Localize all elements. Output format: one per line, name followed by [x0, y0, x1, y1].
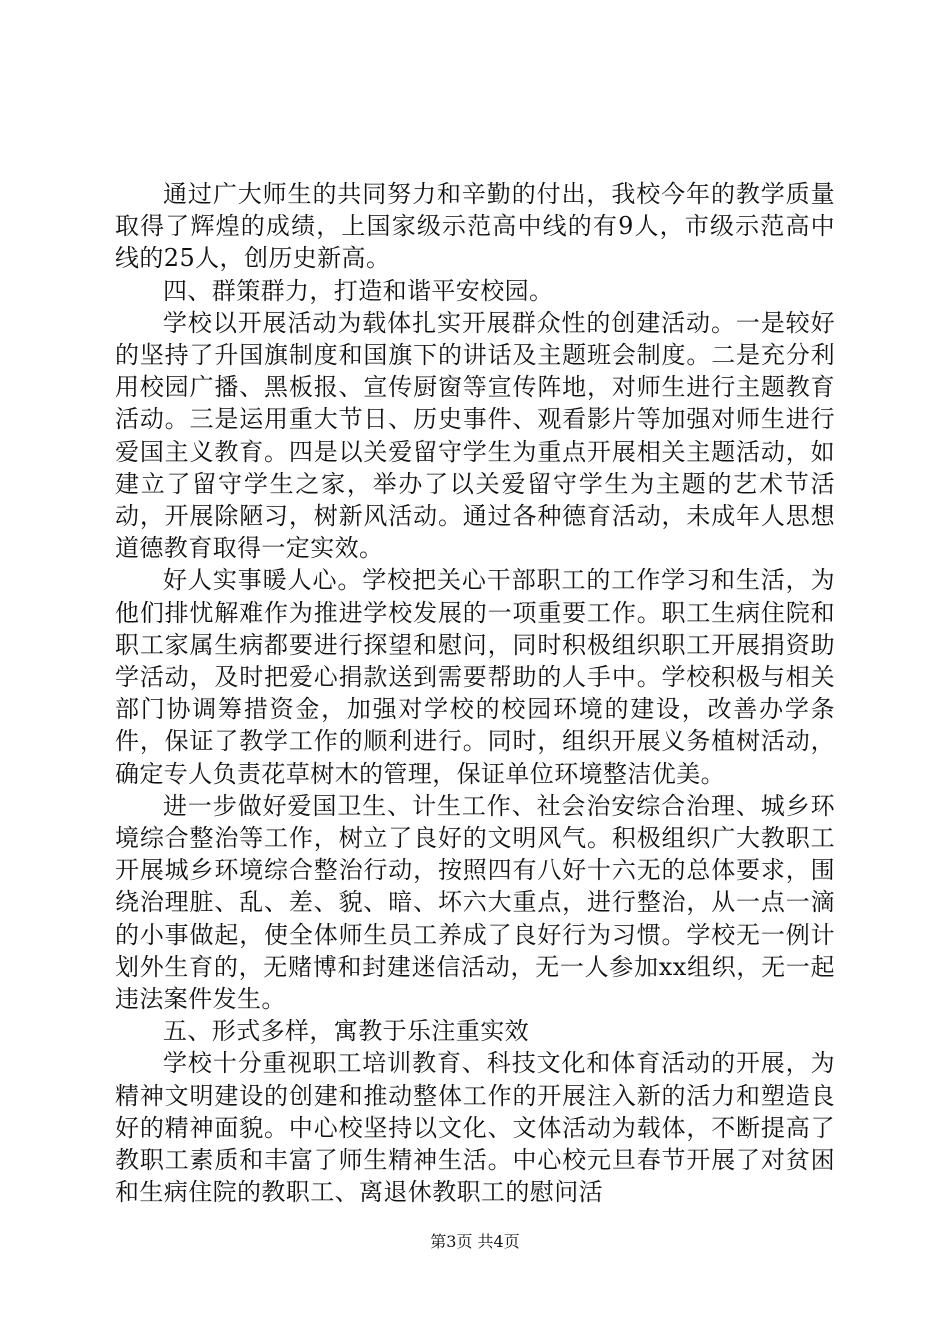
document-body — [115, 178, 835, 1209]
paragraph-results: 通过广大师生的共同努力和辛勤的付出，我校今年的教学质量取得了辉煌的成绩，上国家级示范高中线的有9人，市级示范高中线的25人，创历史新高。 — [115, 180, 835, 273]
paragraph-care: 好人实事暖人心。学校把关心干部职工的工作学习和生活，为他们排忧解难作为推进学校发展的一项重要工作。职工生病住院和职工家属生病都要进行探望和慰问，同时积极组织职工开展捐资助学活动，及时把爱心捐款送到需要帮助的人手中。学校积极与相关部门协调筹措资金，加强对学校的校园环境的建设，改善办学条件，保证了教学工作的顺利进行。同时，组织开展义务植树活动，确定专人负责花草树木的管理，保证单位环境整洁优美。 — [115, 566, 835, 788]
page-number-footer: 第3页 共4页 — [430, 1232, 520, 1251]
paragraph-activities: 学校以开展活动为载体扎实开展群众性的创建活动。一是较好的坚持了升国旗制度和国旗下的讲话及主题班会制度。二是充分利用校园广播、黑板报、宣传厨窗等宣传阵地，对师生进行主题教育活动。三是运用重大节日、历史事件、观看影片等加强对师生进行爱国主义教育。四是以关爱留守学生为重点开展相关主题活动，如建立了留守学生之家，举办了以关爱留守学生为主题的艺术节活动，开展除陋习，树新风活动。通过各种德育活动，未成年人思想道德教育取得一定实效。 — [115, 308, 835, 563]
paragraph-environment: 进一步做好爱国卫生、计生工作、社会治安综合治理、城乡环境综合整治等工作，树立了良好的文明风气。积极组织广大教职工开展城乡环境综合整治行动，按照四有八好十六无的总体要求，围绕治理脏、乱、差、貌、暗、坏六大重点，进行整治，从一点一滴的小事做起，使全体师生员工养成了良好行为习惯。学校无一例计划外生育的，无赌博和封建迷信活动，无一人参加xx组织，无一起违法案件发生。 — [115, 791, 835, 1014]
paragraph-training: 学校十分重视职工培训教育、科技文化和体育活动的开展，为精神文明建设的创建和推动整体工作的开展注入新的活力和塑造良好的精神面貌。中心校坚持以文化、文体活动为载体，不断提高了教职工素质和丰富了师生精神生活。中心校元旦春节开展了对贫困和生病住院的教职工、离退休教职工的慰问活 — [115, 1049, 835, 1207]
section-heading-five: 五、形式多样，寓教于乐注重实效 — [163, 1017, 529, 1046]
section-heading-four: 四、群策群力，打造和谐平安校园。 — [163, 276, 554, 305]
